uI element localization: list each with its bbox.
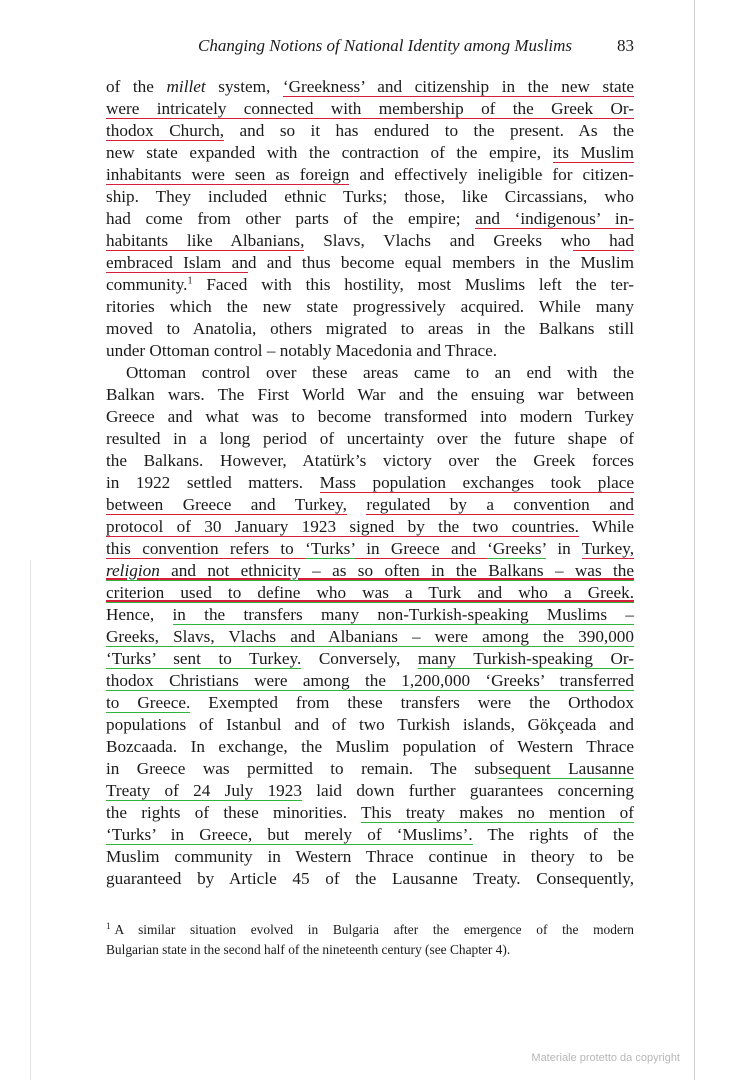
body-text [106, 76, 634, 890]
red-underline: thodox Church, [106, 121, 225, 140]
footnote-line: Bulgarian state in the second half of the nineteenth century (see Chapter 4). [106, 942, 511, 957]
text-line: moved to Anatolia, others migrated to areas in the Balkans still [106, 319, 634, 338]
green-underline: sequent Lausanne [498, 759, 634, 778]
footnote-marker: 1 [106, 920, 111, 931]
text-line: ‘Turks’ in Greece, but merely of ‘Muslims’. The rights of the [106, 825, 634, 844]
text-line: the Balkans. However, Atatürk’s victory over the Greek forces [106, 451, 634, 470]
green-underline: ‘Turks’ [305, 539, 355, 558]
text-line: Treaty of 24 July 1923 laid down further guarantees concerning [106, 781, 634, 800]
text-line: in 1922 settled matters. Mass population exchanges took place [106, 473, 634, 492]
red-underline: Mass population exchanges took place [319, 473, 634, 492]
page-edge [694, 0, 695, 1080]
mixed-underline: criterion used to define who was a Turk and who a Greek. [106, 583, 634, 602]
red-underline: Turkey, [581, 539, 634, 558]
text-line: community.$^1$ Faced with this hostility, most Muslims left the ter- [106, 275, 634, 294]
text-line [106, 560, 634, 582]
green-underline: ‘Turks’ in Greece, but merely of ‘Muslims’. [106, 825, 473, 844]
text-line: populations of Istanbul and of two Turkish islands, Gökçeada and [106, 715, 634, 734]
text-line: inhabitants were seen as foreign and effectively ineligible for citizen- [106, 165, 634, 184]
text-line: this convention refers to ‘Turks’ in Greece and ‘Greeks’ in Turkey, [106, 539, 634, 558]
text-line: under Ottoman control – notably Macedonia and Thrace. [106, 341, 498, 360]
footnote [106, 920, 634, 960]
text-line: had come from other parts of the empire; and ‘indigenous’ in- [106, 209, 634, 228]
green-underline: Treaty of 24 July 1923 [106, 781, 302, 800]
text-line: embraced Islam and and thus become equal members in the Muslim [106, 253, 635, 272]
text-line: the rights of these minorities. This treaty makes no mention of [106, 803, 634, 822]
red-underline: were intricately connected with membership of the Greek Or- [106, 99, 634, 118]
text-line: of the millet system, ‘Greekness’ and citizenship in the new state [106, 77, 634, 96]
red-underline: in Greece and [354, 539, 488, 558]
green-underline: This treaty makes no mention of [361, 803, 634, 822]
copyright-watermark: Materiale protetto da copyright [531, 1052, 680, 1064]
green-underline: to Greece. [106, 693, 191, 712]
text-line: in Greece was permitted to remain. The subsequent Lausanne [106, 759, 634, 778]
green-underline: thodox Christians were among the 1,200,000 ‘Greeks’ transferred [106, 671, 634, 690]
text-line [106, 582, 634, 604]
red-underline: protocol of 30 January 1923 signed by the two countries. [106, 517, 579, 536]
text-line: Bozcaada. In exchange, the Muslim population of Western Thrace [106, 737, 634, 756]
green-underline: ‘Turks’ sent to Turkey. [106, 649, 302, 668]
red-underline: this convention refers to [106, 539, 306, 558]
text-line [106, 98, 634, 120]
footnote-line: $^1$ A similar situation evolved in Bulgaria after the emergence of the modern [106, 920, 634, 937]
text-line: protocol of 30 January 1923 signed by the two countries. While [106, 517, 634, 536]
footnote-reference: 1 [187, 275, 193, 287]
text-line: thodox Church, and so it has endured to the present. As the [106, 121, 634, 140]
mixed-underline: religion [106, 561, 160, 580]
green-underline: many Turkish-speaking Or- [417, 649, 634, 668]
red-underline: its Muslim [552, 143, 634, 162]
green-underline: in the transfers many non-Turkish-speaking Muslims – [172, 605, 634, 624]
text-line: new state expanded with the contraction of the empire, its Muslim [106, 143, 634, 162]
red-underline: habitants like Albanians, [106, 231, 305, 250]
text-line: Greece and what was to become transformed into modern Turkey [106, 407, 634, 426]
text-line: guaranteed by Article 45 of the Lausanne Treaty. Consequently, [106, 869, 634, 888]
text-line: Hence, in the transfers many non-Turkish-speaking Muslims – [106, 605, 634, 624]
red-underline: between Greece and Turkey, [106, 495, 347, 514]
red-underline: ho had [573, 231, 634, 250]
red-underline: inhabitants were seen as foreign [106, 165, 350, 184]
text-line: Ottoman control over these areas came to an end with the [126, 363, 634, 382]
red-underline: and ‘indigenous’ in- [475, 209, 634, 228]
text-line: ‘Turks’ sent to Turkey. Conversely, many Turkish-speaking Or- [106, 649, 634, 668]
text-line: ship. They included ethnic Turks; those, like Circassians, who [106, 187, 634, 206]
red-underline: ‘Greekness’ and citizenship in the new state [282, 77, 634, 96]
text-line: Balkan wars. The First World War and the ensuing war between [106, 385, 634, 404]
text-line [106, 494, 634, 516]
page-header [106, 36, 634, 60]
red-underline: embraced Islam an [106, 253, 248, 272]
text-line [106, 626, 634, 648]
green-underline: ‘Greeks’ [487, 539, 546, 558]
running-title: Changing Notions of National Identity among Muslims [197, 36, 572, 55]
text-line: habitants like Albanians, Slavs, Vlachs and Greeks who had [106, 231, 634, 250]
page-number: 83 [617, 36, 634, 55]
green-underline: Greeks, Slavs, Vlachs and Albanians – were among the 390,000 [106, 627, 634, 646]
text-line [106, 670, 634, 692]
page-edge-left [30, 560, 31, 1080]
text-line: resulted in a long period of uncertainty over the future shape of [106, 429, 634, 448]
text-line: to Greece. Exempted from these transfers were the Orthodox [106, 693, 634, 712]
mixed-underline: and not ethnicity – as so often in the Balkans – was the [159, 561, 634, 580]
text-line: Muslim community in Western Thrace continue in theory to be [106, 847, 634, 866]
red-underline: regulated by a convention and [366, 495, 635, 514]
text-line: ritories which the new state progressively acquired. While many [106, 297, 634, 316]
